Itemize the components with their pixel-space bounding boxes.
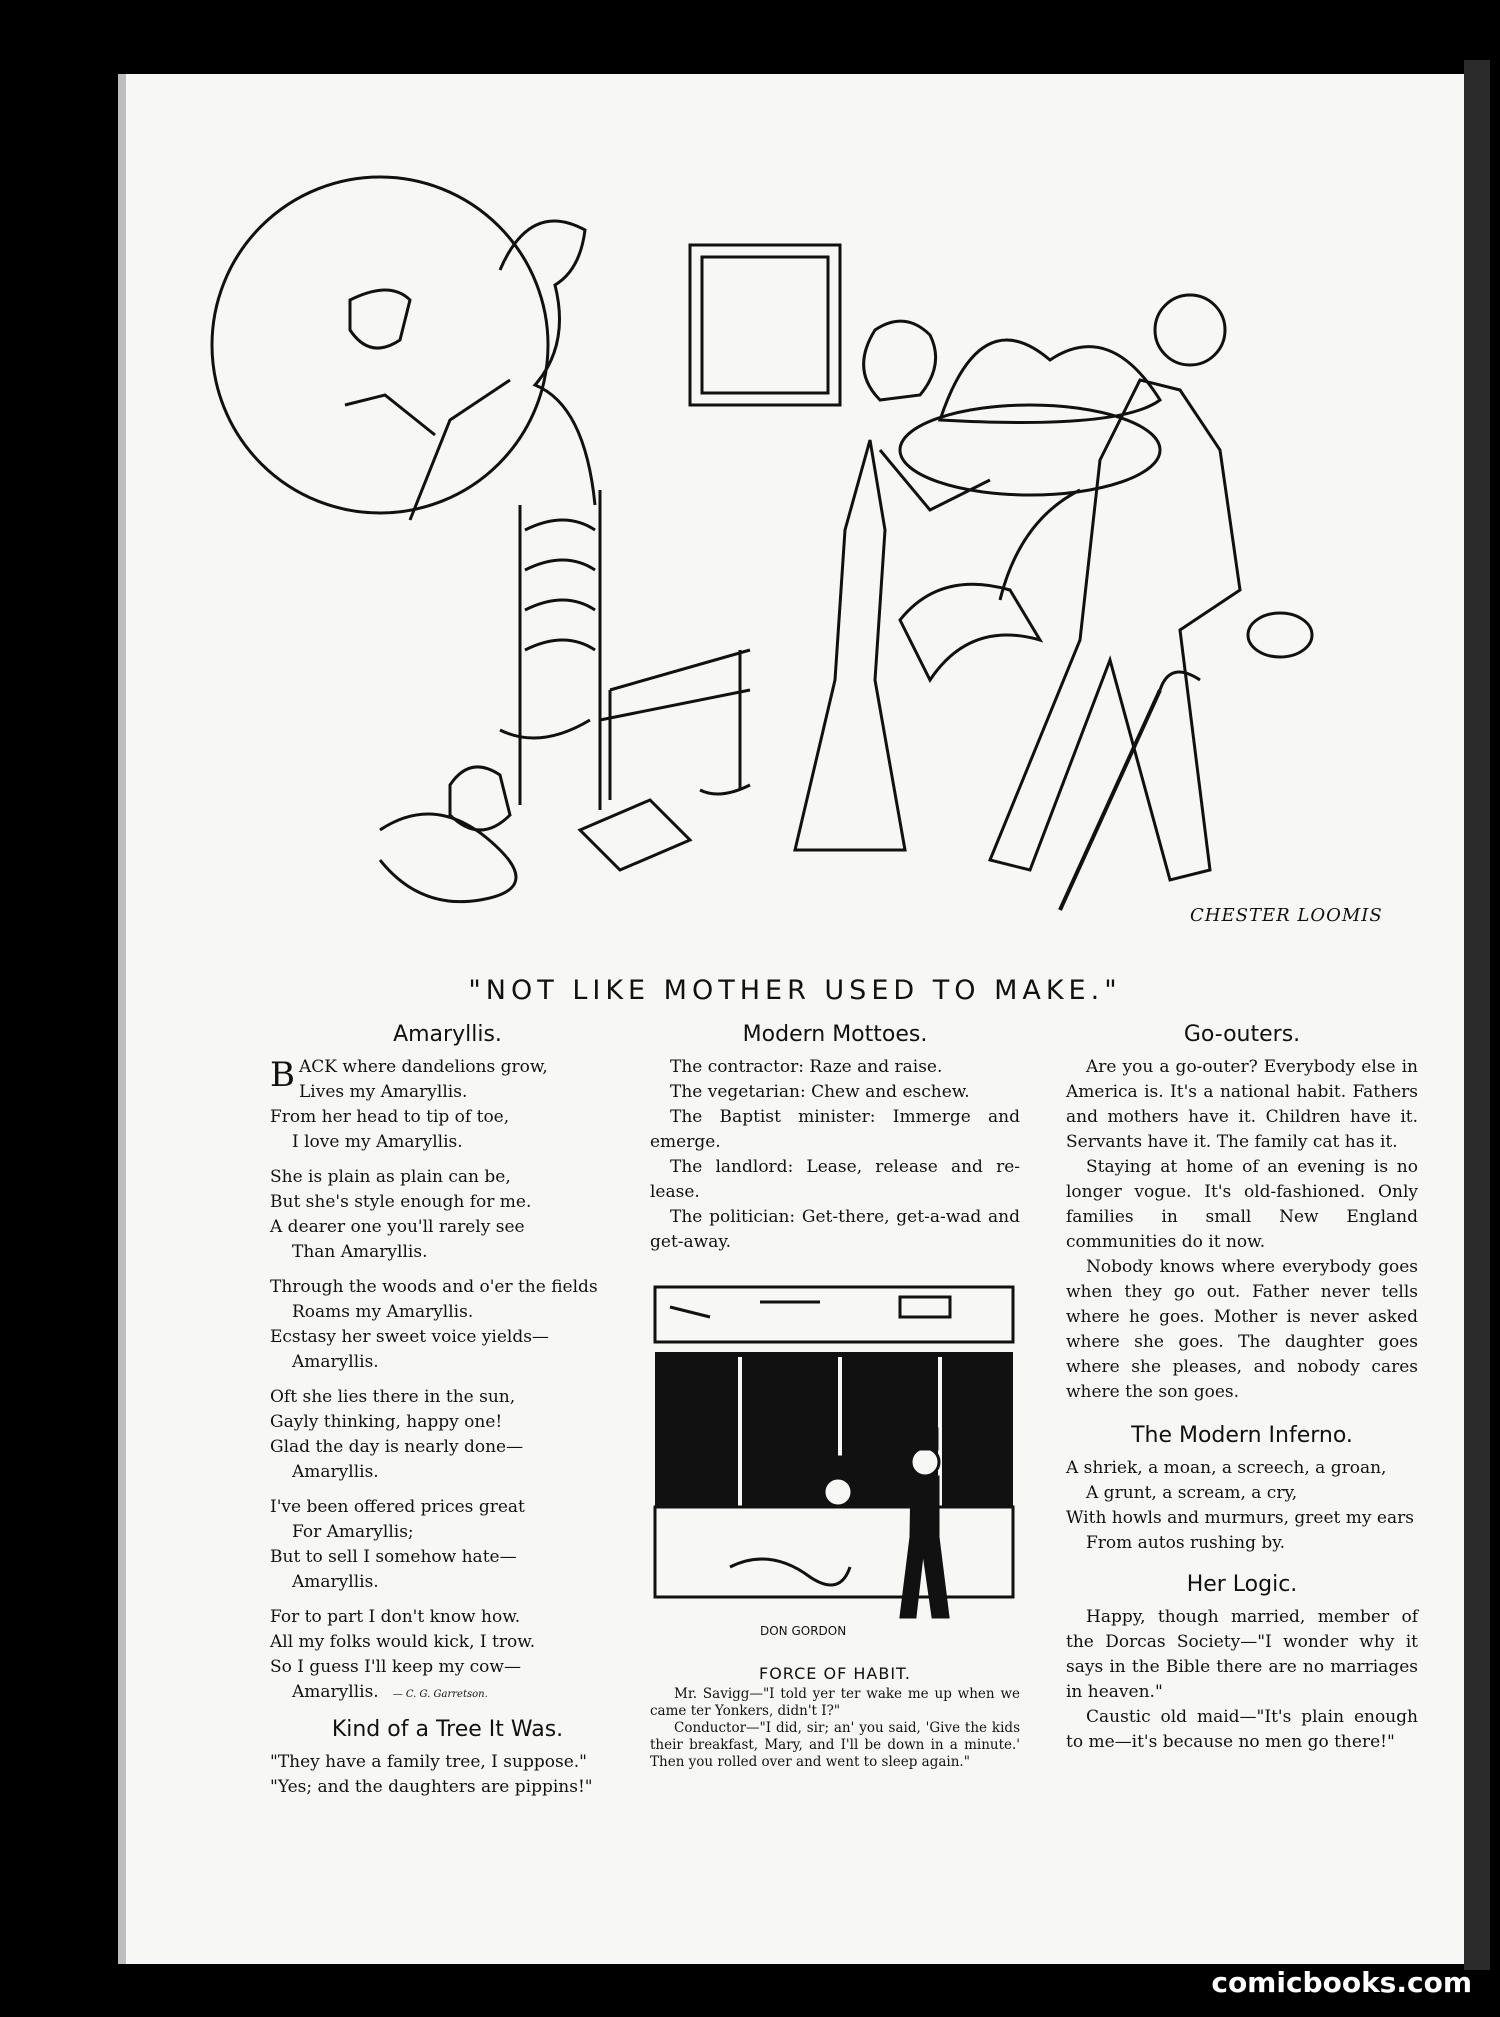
poem-line: But to sell I somehow hate— <box>270 1547 517 1567</box>
poem-line: So I guess I'll keep my cow— <box>270 1657 521 1677</box>
drop-cap: B <box>270 1055 295 1095</box>
tree-title: Kind of a Tree It Was. <box>331 1717 564 1742</box>
motto: The landlord: Lease, release and re-lease. <box>650 1157 1020 1202</box>
column-left <box>270 1022 625 1800</box>
poem-line: I've been offered prices great <box>270 1497 525 1517</box>
amaryllis-title: Amaryllis. <box>393 1022 502 1047</box>
poem-line: Glad the day is nearly done— <box>270 1437 524 1457</box>
woman-head <box>864 321 936 400</box>
poem-line: From autos rushing by. <box>1086 1533 1286 1553</box>
poem-line: A grunt, a scream, a cry, <box>1086 1483 1298 1503</box>
poem-line: Oft she lies there in the sun, <box>270 1387 516 1407</box>
amaryllis-stanza-1 <box>270 1055 625 1155</box>
poem-line: But she's style enough for me. <box>270 1192 532 1212</box>
dialogue-line: Mr. Savigg—"I told yer ter wake me up when we came ter Yonkers, didn't I?" <box>650 1686 1020 1719</box>
page-edge <box>118 74 126 1964</box>
newspaper <box>900 584 1040 680</box>
poem-line: Amaryllis. <box>292 1572 379 1592</box>
amaryllis-stanza-2 <box>270 1165 625 1265</box>
walking-cane <box>1060 690 1160 910</box>
paragraph: Nobody knows where everybody goes when they go out. Father never tells where he goes. Mother is never asked where she goes. The daughter goes where she pleases, and nobody cares where the son goes. <box>1066 1257 1418 1402</box>
poem-line: Through the woods and o'er the fields <box>270 1277 598 1297</box>
main-illustration <box>180 130 1360 970</box>
motto: The contractor: Raze and raise. <box>670 1057 943 1077</box>
column-middle <box>650 1022 1020 1771</box>
chair <box>520 490 750 810</box>
wall-picture <box>690 245 840 405</box>
motto: The politician: Get-there, get-a-wad and get-away. <box>650 1207 1020 1252</box>
goouters-title: Go-outers. <box>1183 1022 1301 1047</box>
poem-line: A shriek, a moan, a screech, a groan, <box>1066 1458 1387 1478</box>
dialogue-line: Happy, though married, member of the Dorcas Society—"I wonder why it says in the Bible there are no marriages in heaven." <box>1066 1607 1418 1702</box>
train-drawing <box>650 1277 1018 1657</box>
joke-line: "Yes; and the daughters are pippins!" <box>270 1777 593 1797</box>
woman-dress <box>795 440 905 850</box>
poem-line: From her head to tip of toe, <box>270 1107 510 1127</box>
amaryllis-stanza-5 <box>270 1495 625 1595</box>
motto: The Baptist minister: Immerge and emerge. <box>650 1107 1020 1152</box>
poem-line: A dearer one you'll rarely see <box>270 1217 525 1237</box>
column-right <box>1066 1022 1418 1755</box>
poem-line: Ecstasy her sweet voice yields— <box>270 1327 549 1347</box>
poem-credit: — C. G. Garretson. <box>392 1689 488 1700</box>
man-head <box>1155 295 1225 365</box>
logic-title: Her Logic. <box>1186 1572 1298 1597</box>
poem-line: Amaryllis. <box>292 1682 379 1702</box>
watermark: comicbooks.com <box>1211 1966 1472 1999</box>
poem-line: All my folks would kick, I trow. <box>270 1632 536 1652</box>
poem-line: Roams my Amaryllis. <box>292 1302 474 1322</box>
poem-line: Gayly thinking, happy one! <box>270 1412 503 1432</box>
poem-line: Than Amaryllis. <box>292 1242 428 1262</box>
force-of-habit-cartoon <box>650 1277 1018 1657</box>
poem-line: For to part I don't know how. <box>270 1607 521 1627</box>
man-suit <box>990 380 1240 880</box>
motto: The vegetarian: Chew and eschew. <box>670 1082 970 1102</box>
poem-line: Amaryllis. <box>292 1462 379 1482</box>
artist-signature: CHESTER LOOMIS <box>1190 905 1383 926</box>
joke-line: "They have a family tree, I suppose." <box>270 1752 587 1772</box>
binding-spine <box>1464 60 1490 1970</box>
cartoon-signature: DON GORDON <box>760 1624 847 1638</box>
illustration-caption: "NOT LIKE MOTHER USED TO MAKE." <box>468 975 1122 1006</box>
amaryllis-stanza-4 <box>270 1385 625 1485</box>
conductor <box>911 1448 939 1476</box>
paragraph: Staying at home of an evening is no longer vogue. It's old-fashioned. Only families in small New England communities do it now. <box>1066 1157 1418 1252</box>
poem-line: With howls and murmurs, greet my ears <box>1066 1508 1414 1528</box>
poem-line: Lives my Amaryllis. <box>299 1082 468 1102</box>
bowler-hat <box>1248 613 1312 657</box>
dialogue-line: Conductor—"I did, sir; an' you said, 'Give the kids their breakfast, Mary, and I'll be down in a minute.' Then you rolled over and went to sleep again." <box>650 1720 1020 1770</box>
force-of-habit-text <box>650 1686 1020 1771</box>
amaryllis-stanza-3 <box>270 1275 625 1375</box>
amaryllis-stanza-6 <box>270 1605 625 1707</box>
magazine-on-floor <box>580 800 690 870</box>
poem-line: I love my Amaryllis. <box>292 1132 463 1152</box>
inferno-title: The Modern Inferno. <box>1131 1423 1353 1448</box>
poem-line: For Amaryllis; <box>292 1522 414 1542</box>
force-of-habit-title: FORCE OF HABIT. <box>759 1664 911 1683</box>
mottoes-title: Modern Mottoes. <box>742 1022 928 1047</box>
poem-line: ACK where dandelions grow, <box>299 1057 548 1077</box>
paragraph: Are you a go-outer? Everybody else in America is. It's a national habit. Fathers and mothers have it. Children have it. Servants have it. The family cat has it. <box>1066 1057 1418 1152</box>
poem-line: She is plain as plain can be, <box>270 1167 511 1187</box>
poem-line: Amaryllis. <box>292 1352 379 1372</box>
dialogue-line: Caustic old maid—"It's plain enough to me—it's because no men go there!" <box>1066 1707 1418 1752</box>
illustration-drawing <box>180 130 1360 970</box>
thought-bubble <box>212 177 548 513</box>
